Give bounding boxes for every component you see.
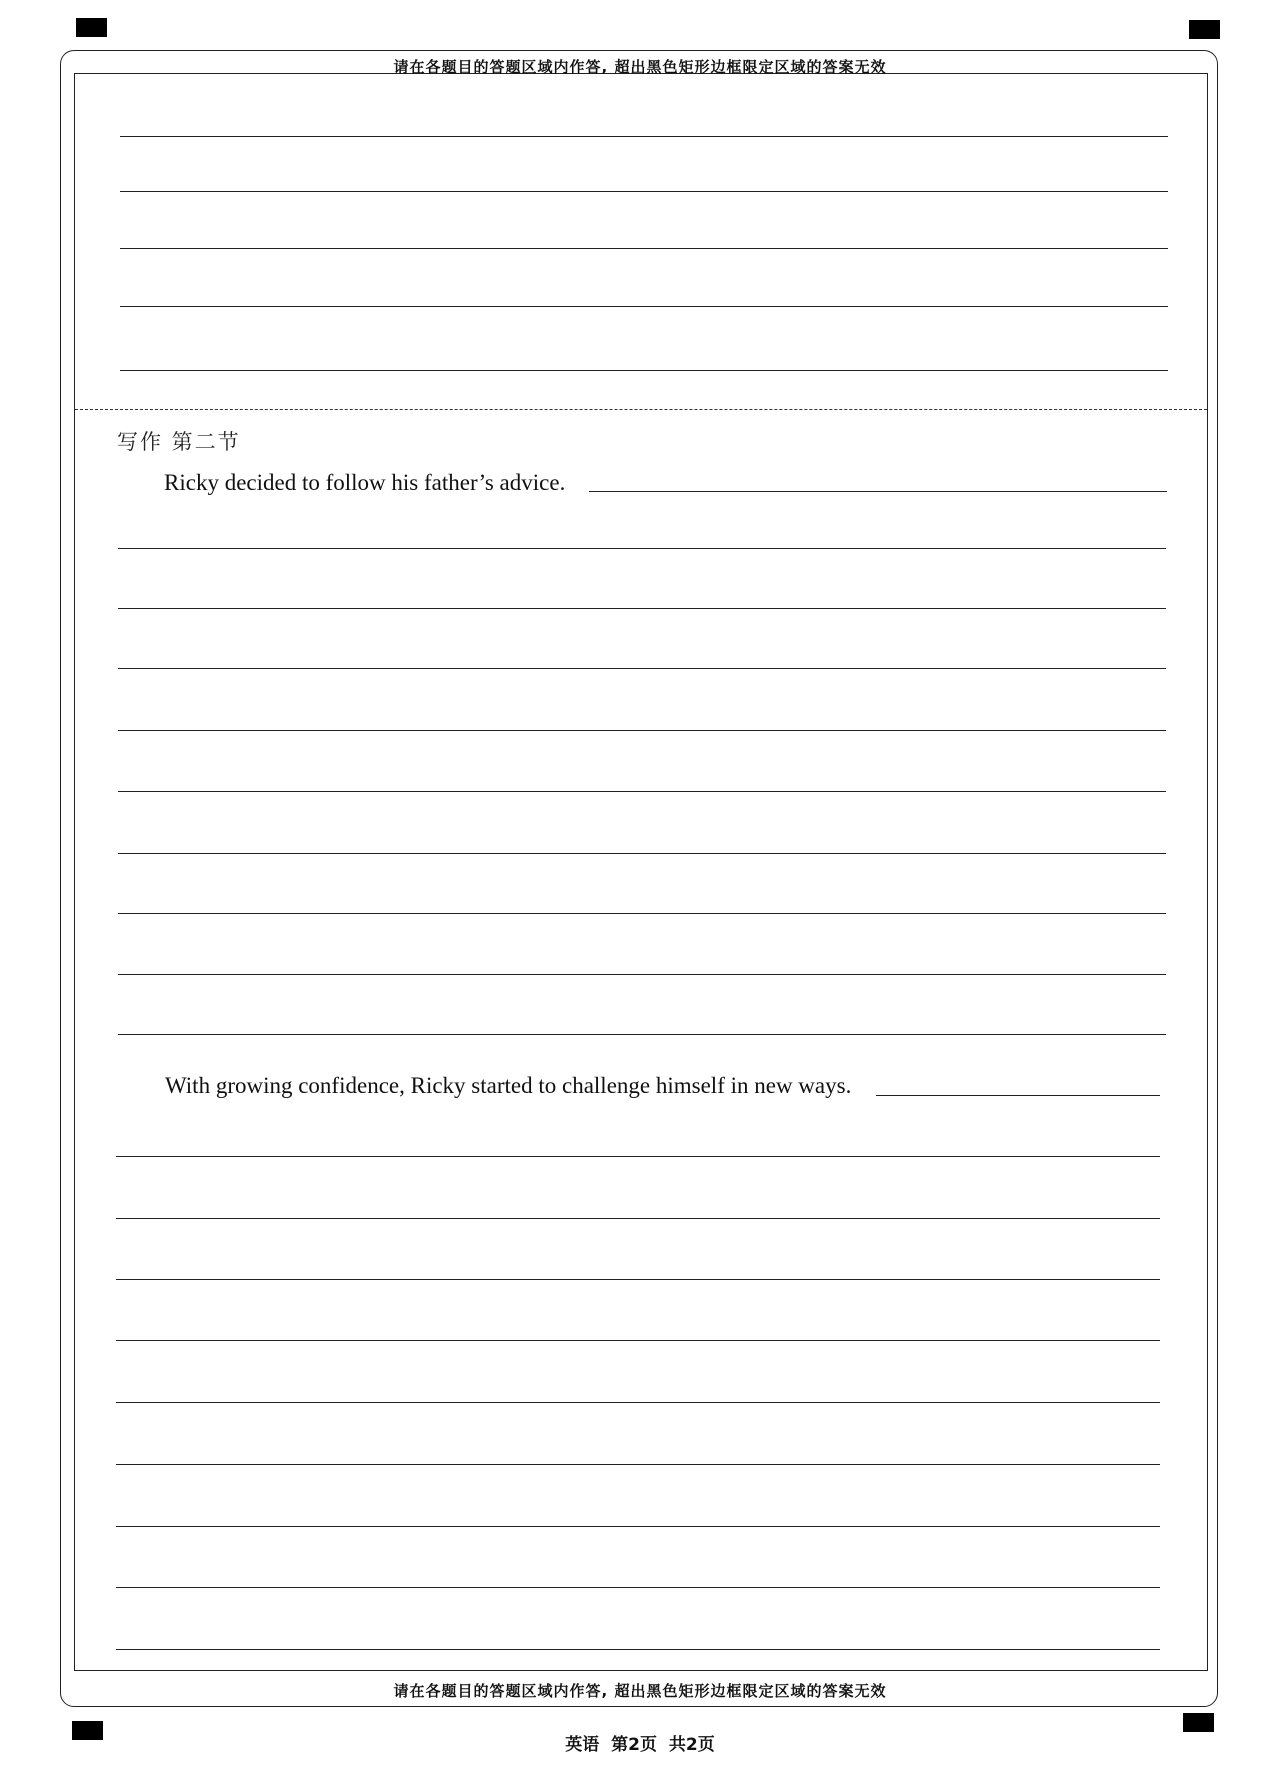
section-divider (75, 409, 1207, 410)
alignment-mark-top-left (76, 18, 107, 37)
writing-line[interactable] (116, 1279, 1160, 1280)
footer-total: 共2页 (668, 1735, 715, 1755)
alignment-mark-top-right (1189, 20, 1220, 39)
writing-line[interactable] (116, 1526, 1160, 1527)
answer-area-inner-border (74, 73, 1208, 1671)
page-footer (0, 1730, 1280, 1755)
writing-line[interactable] (116, 1587, 1160, 1588)
writing-line[interactable] (116, 1464, 1160, 1465)
writing-line[interactable] (118, 608, 1166, 609)
writing-line[interactable] (120, 136, 1168, 137)
writing-line[interactable] (118, 913, 1166, 914)
writing-line[interactable] (118, 730, 1166, 731)
writing-line[interactable] (118, 668, 1166, 669)
writing-line[interactable] (118, 853, 1166, 854)
writing-line[interactable] (120, 191, 1168, 192)
answer-area-notice-top: 请在各题目的答题区域内作答, 超出黑色矩形边框限定区域的答案无效 (393, 58, 887, 76)
writing-line[interactable] (116, 1218, 1160, 1219)
prompt-1-answer-line[interactable] (589, 491, 1167, 492)
writing-line[interactable] (120, 306, 1168, 307)
writing-line[interactable] (118, 548, 1166, 549)
writing-line[interactable] (116, 1340, 1160, 1341)
section-title: 写作 第二节 (117, 430, 241, 454)
writing-line[interactable] (118, 791, 1166, 792)
writing-line[interactable] (116, 1402, 1160, 1403)
writing-line[interactable] (116, 1649, 1160, 1650)
writing-line[interactable] (118, 974, 1166, 975)
footer-subject: 英语 (565, 1735, 600, 1755)
paragraph-prompt-2: With growing confidence, Ricky started to challenge himself in new ways. (165, 1073, 852, 1098)
answer-area-notice-bottom: 请在各题目的答题区域内作答, 超出黑色矩形边框限定区域的答案无效 (393, 1682, 887, 1700)
writing-line[interactable] (120, 248, 1168, 249)
writing-line[interactable] (116, 1156, 1160, 1157)
prompt-2-answer-line[interactable] (876, 1095, 1160, 1096)
paragraph-prompt-1: Ricky decided to follow his father’s advice. (164, 470, 566, 495)
footer-page: 第2页 (611, 1735, 657, 1755)
writing-line[interactable] (118, 1034, 1166, 1035)
writing-line[interactable] (120, 370, 1168, 371)
